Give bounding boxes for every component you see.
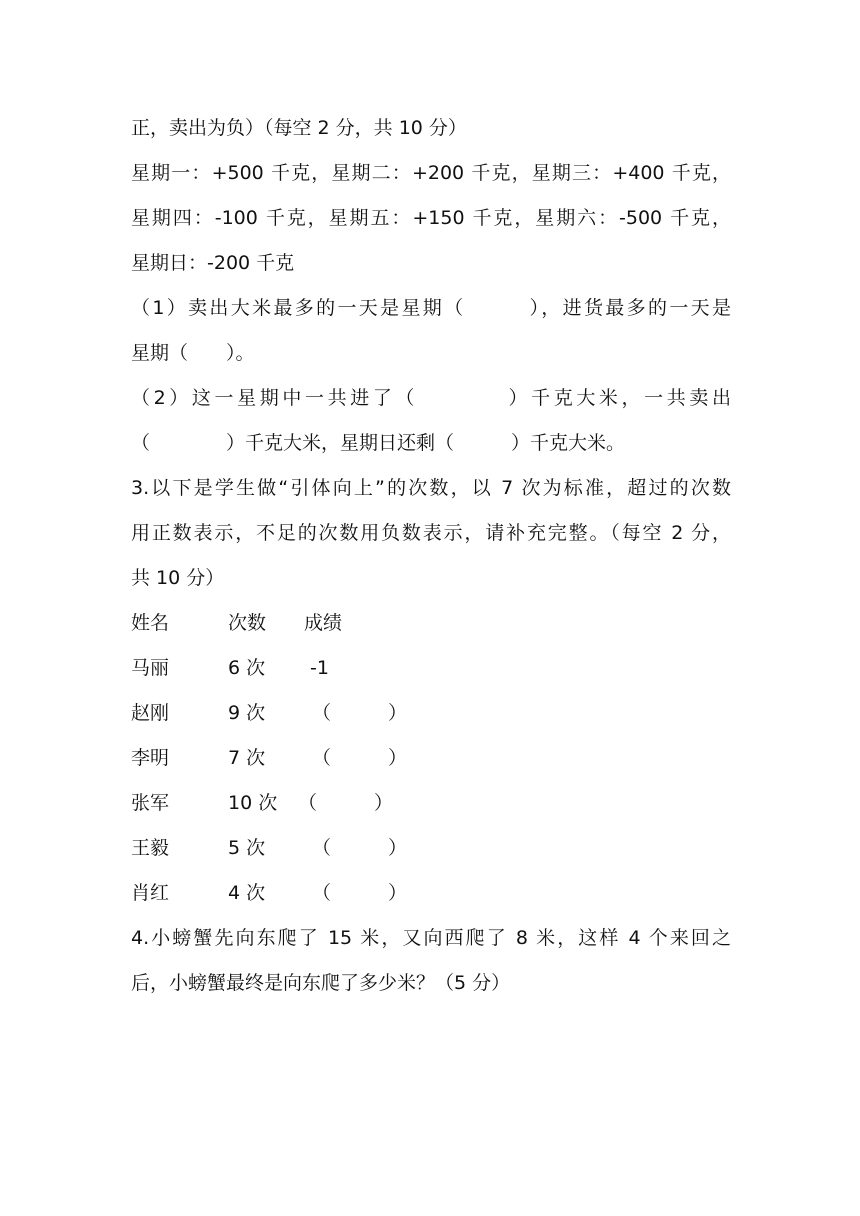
table-header-score: 成绩 <box>304 612 343 634</box>
question2-data-line-2: 星期四：-100 千克，星期五：+150 千克，星期六：-500 千克， <box>131 207 731 229</box>
table-row-count: 6 次 <box>228 657 266 679</box>
table-header-count: 次数 <box>228 612 267 634</box>
table-header-name: 姓名 <box>131 612 170 634</box>
table-row-score: （ ） <box>312 747 408 769</box>
question2-scoring-note: 正，卖出为负）（每空 2 分，共 10 分） <box>131 117 467 139</box>
table-row-count: 5 次 <box>228 837 266 859</box>
question2-data-line-3: 星期日：-200 千克 <box>131 252 295 274</box>
question2-part1-line-1: （1）卖出大米最多的一天是星期（ ），进货最多的一天是 <box>131 297 731 319</box>
question2-part1-line-2: 星期（ ）。 <box>131 342 255 364</box>
table-row-score: （ ） <box>312 837 408 859</box>
question4-line-1: 4.小螃蟹先向东爬了 15 米，又向西爬了 8 米，这样 4 个来回之 <box>131 927 731 949</box>
question3-line-3: 共 10 分） <box>131 567 225 589</box>
table-row-score: （ ） <box>312 882 408 904</box>
table-row-name: 马丽 <box>131 657 170 679</box>
question2-data-line-1: 星期一：+500 千克，星期二：+200 千克，星期三：+400 千克， <box>131 162 731 184</box>
table-row-name: 张军 <box>131 792 170 814</box>
table-row-name: 王毅 <box>131 837 170 859</box>
table-row-count: 9 次 <box>228 702 266 724</box>
table-row-count: 10 次 <box>228 792 278 814</box>
question2-part2-line-1: （2）这一星期中一共进了（ ）千克大米，一共卖出 <box>131 387 731 409</box>
question3-line-1: 3.以下是学生做“引体向上”的次数，以 7 次为标准，超过的次数 <box>131 477 731 499</box>
table-row-name: 赵刚 <box>131 702 170 724</box>
question3-line-2: 用正数表示，不足的次数用负数表示，请补充完整。（每空 2 分， <box>131 522 731 544</box>
question2-part2-line-2: （ ）千克大米，星期日还剩（ ）千克大米。 <box>131 432 626 454</box>
question4-line-2: 后，小螃蟹最终是向东爬了多少米？（5 分） <box>131 972 511 994</box>
table-row-score: （ ） <box>298 792 394 814</box>
table-row-count: 7 次 <box>228 747 266 769</box>
table-row-score: （ ） <box>312 702 408 724</box>
table-row-score: -1 <box>310 657 329 679</box>
table-row-name: 李明 <box>131 747 170 769</box>
table-row-count: 4 次 <box>228 882 266 904</box>
table-row-name: 肖红 <box>131 882 170 904</box>
